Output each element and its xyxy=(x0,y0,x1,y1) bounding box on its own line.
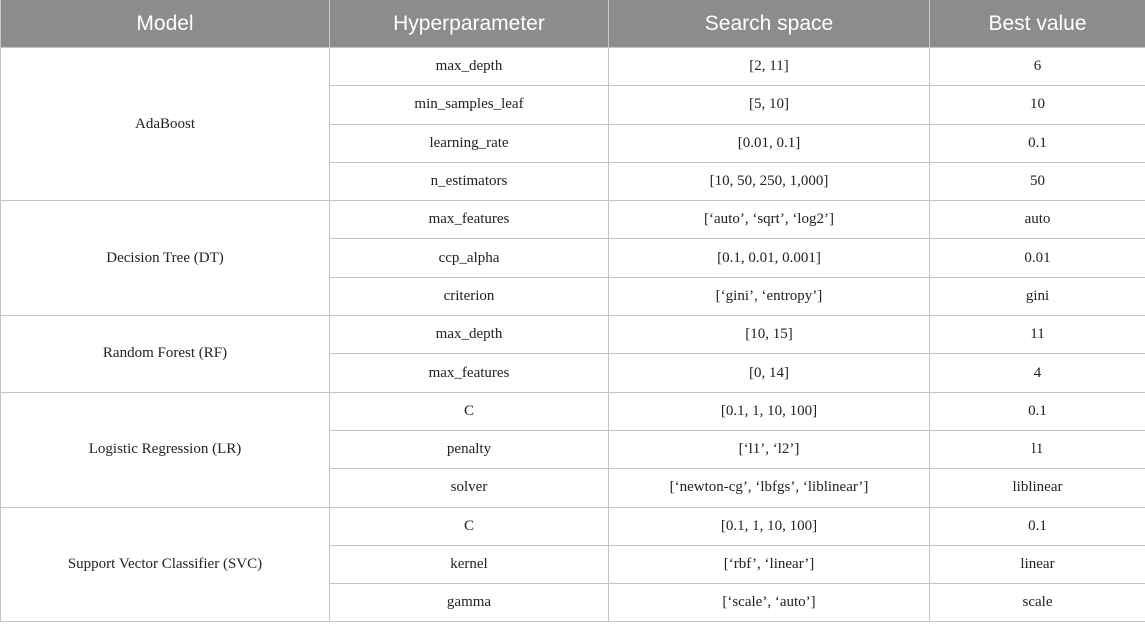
best-cell: liblinear xyxy=(930,469,1145,507)
param-cell: learning_rate xyxy=(330,124,609,162)
table-row xyxy=(1,48,1145,86)
header-best-value: Best value xyxy=(930,0,1145,48)
space-cell: [0, 14] xyxy=(609,354,930,392)
param-cell: solver xyxy=(330,469,609,507)
best-cell: 0.1 xyxy=(930,124,1145,162)
space-cell: [10, 50, 250, 1,000] xyxy=(609,162,930,200)
space-cell: [10, 15] xyxy=(609,316,930,354)
space-cell: [0.01, 0.1] xyxy=(609,124,930,162)
space-cell: [0.1, 1, 10, 100] xyxy=(609,392,930,430)
param-cell: penalty xyxy=(330,430,609,468)
best-cell: 0.01 xyxy=(930,239,1145,277)
space-cell: [2, 11] xyxy=(609,48,930,86)
table-row xyxy=(1,507,1145,545)
header-search-space: Search space xyxy=(609,0,930,48)
best-cell: scale xyxy=(930,584,1145,622)
best-cell: 11 xyxy=(930,316,1145,354)
best-cell: 50 xyxy=(930,162,1145,200)
header-row xyxy=(1,0,1145,48)
best-cell: 4 xyxy=(930,354,1145,392)
table-body xyxy=(1,48,1145,622)
table-row xyxy=(1,201,1145,239)
space-cell: [‘auto’, ‘sqrt’, ‘log2’] xyxy=(609,201,930,239)
space-cell: [5, 10] xyxy=(609,86,930,124)
header-model: Model xyxy=(1,0,330,48)
table-header xyxy=(1,0,1145,48)
best-cell: gini xyxy=(930,277,1145,315)
best-cell: linear xyxy=(930,545,1145,583)
param-cell: max_features xyxy=(330,354,609,392)
param-cell: max_depth xyxy=(330,316,609,354)
table-row xyxy=(1,392,1145,430)
best-cell: 0.1 xyxy=(930,507,1145,545)
space-cell: [‘newton-cg’, ‘lbfgs’, ‘liblinear’] xyxy=(609,469,930,507)
space-cell: [‘gini’, ‘entropy’] xyxy=(609,277,930,315)
table-row xyxy=(1,316,1145,354)
param-cell: kernel xyxy=(330,545,609,583)
param-cell: ccp_alpha xyxy=(330,239,609,277)
space-cell: [‘rbf’, ‘linear’] xyxy=(609,545,930,583)
best-cell: 0.1 xyxy=(930,392,1145,430)
space-cell: [‘l1’, ‘l2’] xyxy=(609,430,930,468)
best-cell: auto xyxy=(930,201,1145,239)
model-cell-random-forest: Random Forest (RF) xyxy=(1,316,330,393)
best-cell: 6 xyxy=(930,48,1145,86)
model-cell-logistic-regression: Logistic Regression (LR) xyxy=(1,392,330,507)
param-cell: max_features xyxy=(330,201,609,239)
model-cell-decision-tree: Decision Tree (DT) xyxy=(1,201,330,316)
param-cell: n_estimators xyxy=(330,162,609,200)
param-cell: criterion xyxy=(330,277,609,315)
best-cell: l1 xyxy=(930,430,1145,468)
model-cell-adaboost: AdaBoost xyxy=(1,48,330,201)
param-cell: min_samples_leaf xyxy=(330,86,609,124)
header-hyperparameter: Hyperparameter xyxy=(330,0,609,48)
param-cell: max_depth xyxy=(330,48,609,86)
space-cell: [0.1, 0.01, 0.001] xyxy=(609,239,930,277)
param-cell: C xyxy=(330,507,609,545)
param-cell: C xyxy=(330,392,609,430)
model-cell-svc: Support Vector Classifier (SVC) xyxy=(1,507,330,622)
space-cell: [‘scale’, ‘auto’] xyxy=(609,584,930,622)
space-cell: [0.1, 1, 10, 100] xyxy=(609,507,930,545)
best-cell: 10 xyxy=(930,86,1145,124)
param-cell: gamma xyxy=(330,584,609,622)
